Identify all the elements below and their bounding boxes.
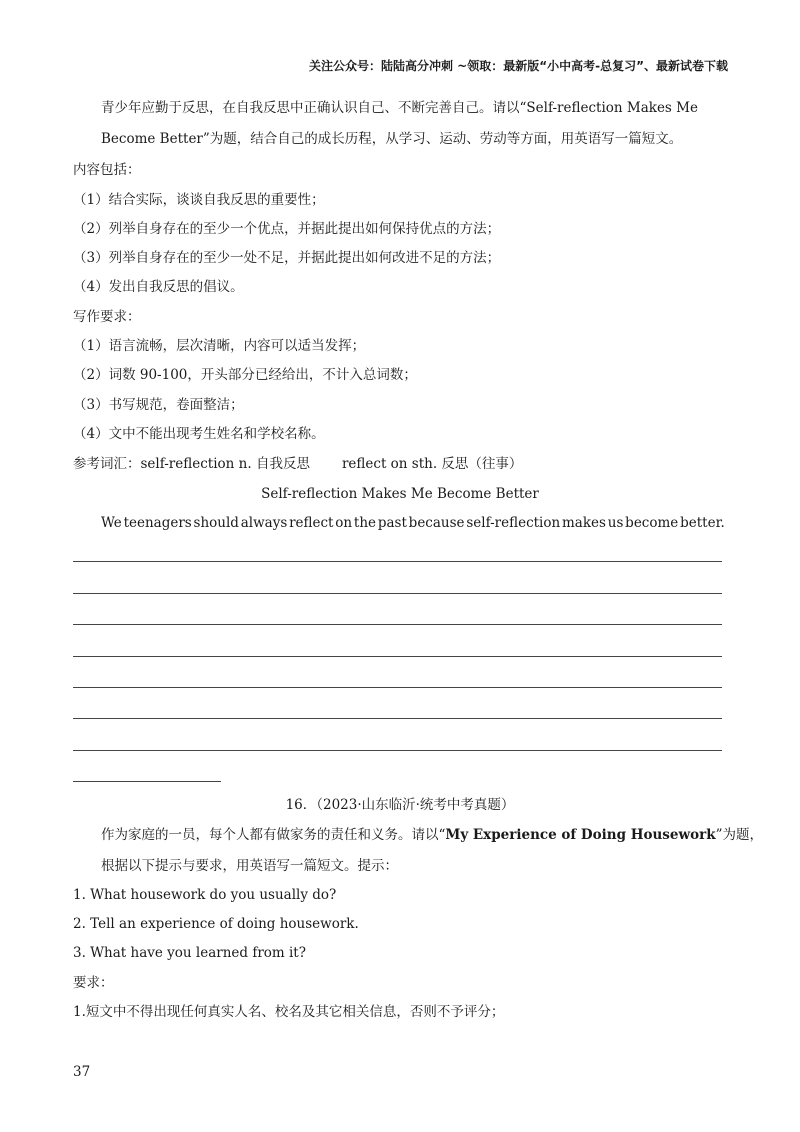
q15-requirement-item: （3）书写规范，卷面整洁；	[73, 397, 244, 413]
writing-line[interactable]	[73, 561, 722, 562]
writing-line-short[interactable]	[73, 781, 221, 782]
vocab-item-1: self-reflection n. 自我反思	[140, 456, 310, 472]
writing-line[interactable]	[73, 656, 722, 657]
q15-requirement-item: （4）文中不能出现考生姓名和学校名称。	[73, 426, 325, 442]
essay-title: Self-reflection Makes Me Become Better	[261, 486, 539, 502]
q16-prompt-line-1: 作为家庭的一员，每个人都有做家务的责任和义务。请以“My Experience of Doing Housework”为题，	[101, 827, 763, 843]
page-number: 37	[73, 1064, 91, 1080]
q16-essay-title: My Experience of Doing Housework	[445, 827, 716, 843]
writing-line[interactable]	[73, 624, 722, 625]
q16-requirement-item: 1.短文中不得出现任何真实人名、校名及其它相关信息，否则不予评分；	[73, 1004, 505, 1020]
vocab-label: 参考词汇：	[73, 456, 141, 472]
q15-requirement-item: （1）语言流畅，层次清晰，内容可以适当发挥；	[73, 338, 366, 354]
writing-line[interactable]	[73, 593, 722, 594]
q16-hint-item: 2. Tell an experience of doing housework.	[73, 916, 359, 932]
writing-line[interactable]	[73, 718, 722, 719]
q16-hint-item: 1. What housework do you usually do?	[73, 887, 337, 903]
q15-content-item: （1）结合实际，谈谈自我反思的重要性；	[73, 192, 325, 208]
writing-line[interactable]	[73, 750, 722, 751]
page-header: 关注公众号：陆陆高分冲刺 ~领取：最新版“小中高考-总复习”、最新试卷下载	[309, 59, 728, 73]
q16-hint-item: 3. What have you learned from it?	[73, 945, 306, 961]
q16-number: 16．（2023·山东临沂·统考中考真题）	[285, 797, 515, 813]
q16-prompt-line-2: 根据以下提示与要求，用英语写一篇短文。提示：	[101, 858, 398, 874]
q15-content-item: （3）列举自身存在的至少一处不足，并据此提出如何改进不足的方法；	[73, 250, 501, 266]
q15-prompt-line-1: 青少年应勤于反思，在自我反思中正确认识自己、不断完善自己。请以“Self-reflection Makes Me	[101, 100, 698, 116]
writing-line[interactable]	[73, 687, 722, 688]
q15-requirements-heading: 写作要求：	[73, 309, 141, 325]
q15-prompt-line-2: Become Better”为题，结合自己的成长历程，从学习、运动、劳动等方面，用英语写一篇短文。	[101, 131, 683, 147]
q15-content-heading: 内容包括：	[73, 162, 141, 178]
q15-vocabulary-line	[73, 454, 522, 474]
essay-opening-sentence: We teenagers should always reflect on the past because self-reflection makes us become better.	[101, 515, 725, 531]
q15-requirement-item: （2）词数 90-100，开头部分已经给出，不计入总词数；	[73, 367, 417, 383]
q15-content-item: （4）发出自我反思的倡议。	[73, 279, 244, 295]
vocab-item-2: reflect on sth. 反思（往事）	[341, 456, 523, 472]
q15-content-item: （2）列举自身存在的至少一个优点，并据此提出如何保持优点的方法；	[73, 221, 501, 237]
q16-requirements-heading: 要求：	[73, 975, 114, 991]
